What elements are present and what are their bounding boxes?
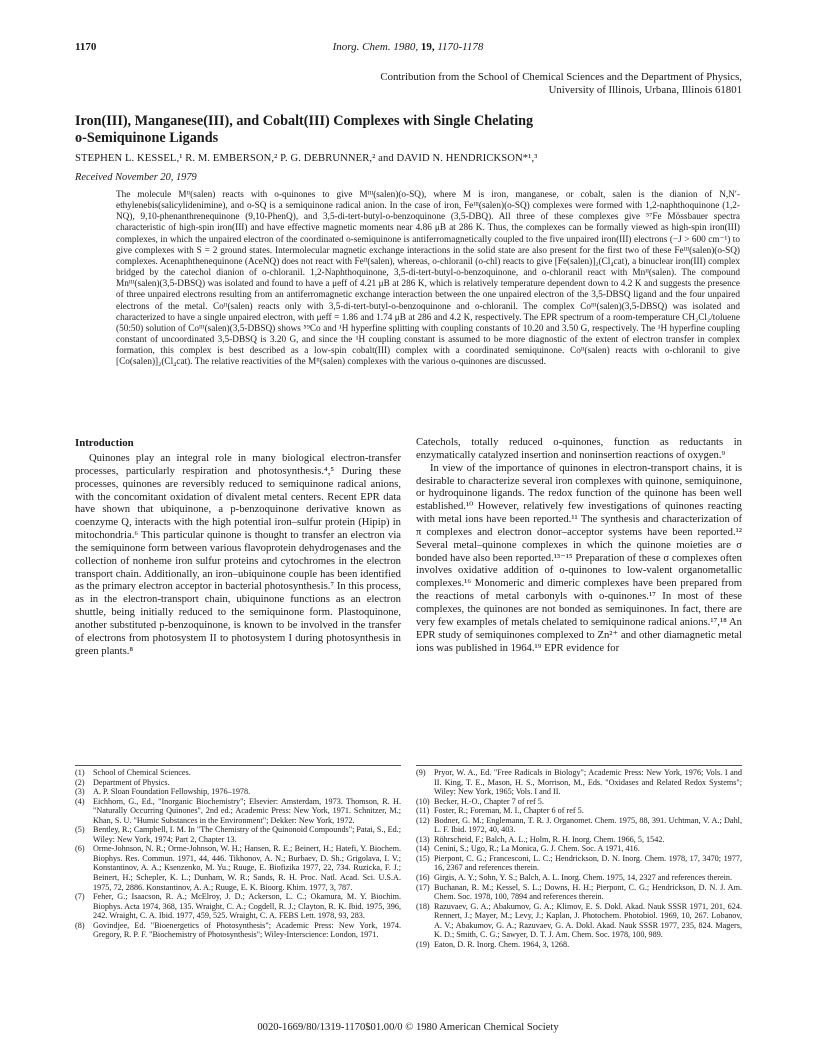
footnote-divider-right [416, 765, 742, 766]
footnote-number: (10) [416, 796, 430, 806]
footnote-text: Department of Physics. [93, 777, 170, 787]
contribution-note [222, 71, 742, 97]
footnote-text: Foster, R.; Foreman, M. I., Chapter 6 of ref 5. [434, 806, 584, 816]
intro-paragraph-1: Quinones play an integral role in many biological electron-transfer processes, particularly respiration and photosynthesis.⁴,⁵ During these processes, quinones are reversibly reduced to semiquinone radical anions, with the concomitant oxidation of divalent metal centers. Recent EPR data have shown that ubiquinone, a p-benzoquinone derivative known as coenzyme Q, interacts with the high potential iron–sulfur protein (Hipip) in mitochondria.⁶ This particular quinone is thought to transfer an electron via the semiquinone form between various flavoprotein dehydrogenases and the collection of nonheme iron sulfur proteins and cytochromes in the electron transport chain. Additionally, an iron–ubiquinone couple has been identified as the primary electron acceptor in bacterial photosynthesis.⁷ In this process, as in the electron-transport chain, ubiquinone functions as an electron shuttle, being initially reduced to the semiquinone form. Plastoquinone, another substituted p-benzoquinone, is known to be involved in the transfer of electrons from photosystem II to photosystem I during photosynthesis in green plants.⁸ [75, 453, 401, 657]
footnote-text: Feher, G.; Isaacson, R. A.; McElroy, J. D.; Ackerson, L. C.; Okamura, M. Y. Biochim. Biophys. Acta 1974, 368, 135. Wraight, C. A.; Cogdell, R. J.; Clayton, R. K. Ibid. 1975, 396, 242. Wraight, C. A. Ibid. 1977, 459, 525. Wraight, C. A. FEBS Lett. 1978, 93, 283. [93, 892, 401, 921]
footnote [75, 787, 401, 797]
footnote [416, 806, 742, 816]
footnote-number: (16) [416, 873, 430, 883]
footnote-text: Bentley, R.; Campbell, I. M. In "The Chemistry of the Quinonoid Compounds"; Patai, S., Ed.; Wiley: New York, 1974; Part 2, Chapter 13. [93, 825, 401, 844]
footnote [416, 902, 742, 940]
footnote [75, 797, 401, 826]
intro-paragraph-2: Catechols, totally reduced o-quinones, function as reductants in enzymatically catalyzed insertion and noninsertion reactions of oxygen.⁹ [416, 437, 742, 461]
journal-reference [75, 41, 741, 53]
page-number: 1170 [75, 41, 97, 53]
footnote [416, 940, 742, 950]
footnote-text: A. P. Sloan Foundation Fellowship, 1976–1978. [93, 787, 251, 797]
journal-pages: 1170-1178 [437, 41, 484, 53]
footnote-text: School of Chemical Sciences. [93, 768, 191, 777]
running-head [75, 41, 741, 55]
footnote-text: Cenini, S.; Ugo, R.; La Monica, G. J. Chem. Soc. A 1971, 416. [434, 844, 640, 854]
received-date: Received November 20, 1979 [75, 172, 197, 183]
section-heading-introduction: Introduction [75, 437, 134, 449]
footnote-text: Girgis, A. Y.; Sohn, Y. S.; Balch, A. L. Inorg. Chem. 1975, 14, 2327 and references therein. [434, 873, 733, 883]
footnote-number: (2) [75, 777, 85, 787]
footnote-number: (1) [75, 768, 85, 777]
footnote [416, 816, 742, 835]
footnote-text: Bodner, G. M.; Englemann, T. R. J. Organomet. Chem. 1975, 88, 391. Uchtman, V. A.; Dahl, L. F. Ibid. 1972, 40, 403. [434, 815, 742, 835]
contribution-line-1: Contribution from the School of Chemical Sciences and the Department of Physics, [380, 71, 742, 83]
footnote-text: Razuvaev, G. A.; Abakumov, G. A.; Klimov, E. S. Dokl. Akad. Nauk SSSR 1971, 201, 624. Rennert, J.; Mayer, M.; Levy, J.; Kaplan, J. Photochem. Photobiol. 1969, 10, 267. Lobanov, A. V.; Abakumov, G. A.; Razuvaev, G. A. Dokl. Akad. Nauk SSSR 1977, 235, 824. Magers, K. D.; Smith, C. G.; Sawyer, D. T. J. Am. Chem. Soc. 1978, 100, 989. [434, 901, 742, 940]
title-line-2: o-Semiquinone Ligands [75, 130, 219, 146]
footnote-number: (12) [416, 815, 430, 825]
body-column-left [75, 453, 401, 659]
footnote-text: Govindjee, Ed. "Bioenergetics of Photosynthesis"; Academic Press: New York, 1974. Gregory, R. P. F. "Biochemistry of Photosynthesis"; Wiley-Interscience: London, 1971. [93, 920, 401, 940]
copyright-footer: 0020-1669/80/1319-1170$01.00/0 © 1980 American Chemical Society [257, 1022, 559, 1033]
title-line-1: Iron(III), Manganese(III), and Cobalt(III) Complexes with Single Chelating [75, 113, 534, 129]
author-list: STEPHEN L. KESSEL,¹ R. M. EMBERSON,² P. G. DEBRUNNER,² and DAVID N. HENDRICKSON*¹,³ [75, 153, 538, 164]
footnote [75, 892, 401, 921]
footnote-text: Röhrscheid, F.; Balch, A. L.; Holm, R. H. Inorg. Chem. 1966, 5, 1542. [434, 834, 665, 844]
footnote [416, 797, 742, 807]
footnote-number: (3) [75, 787, 85, 797]
footnote [416, 835, 742, 845]
footnote-number: (8) [75, 920, 85, 930]
footnote-text: Orme-Johnson, N. R.; Orme-Johnson, W. H.; Hansen, R. E.; Beinert, H.; Hatefi, Y. Biochem. Biophys. Res. Commun. 1971, 44, 446. Tikhonov, A. N.; Burbaev, D. Sh.; Grigolava, I. V.; Konstantinov, A. A.; Ksenzenko, M. Yu.; Ruuge, E. Biofizika 1977, 22, 734. Ruzicka, F. J.; Beinert, H.; Schepler, K. L.; Dunham, W. R.; Sands, R. H. Proc. Natl. Acad. Sci. U.S.A. 1975, 72, 2886. Konstantinov, A. A.; Ruuge, E. K. Bioorg. Khim. 1977, 3, 787. [93, 844, 401, 892]
footnote [75, 844, 401, 892]
footnotes-right [416, 768, 742, 949]
intro-paragraph-3: In view of the importance of quinones in electron-transport chains, it is desirable to characterize several iron complexes with quinone, semiquinone, or hydroquinone ligands. The redox function of the quinone has been well established.¹⁰ However, relatively few investigations of quinones reacting with metal ions have been reported.¹¹ The synthesis and characterization of π complexes and electron donor–acceptor systems have been reported.¹² Several metal–quinone complexes in which the quinone moieties are σ bonded have also been reported.¹³⁻¹⁵ Preparation of these σ complexes often involves oxidative addition of o-quinones to low-valent organometallic complexes.¹⁶ Monomeric and dimeric complexes have been prepared from the reactions of metal carbonyls with o-quinones.¹⁷ In most of these complexes, the quinones are not bonded as semiquinones. In fact, there are very few examples of metals chelated to semiquinone radical anions.¹⁷,¹⁸ An EPR study of semiquinones complexed to Zn²⁺ and other diamagnetic metal ions was published in 1964.¹⁹ EPR evidence for [416, 462, 742, 654]
footnote-text: Buchanan, R. M.; Kessel, S. L.; Downs, H. H.; Pierpont, C. G.; Hendrickson, D. N. J. Am. Chem. Soc. 1978, 100, 7894 and references therein. [434, 882, 742, 902]
footnote-number: (15) [416, 853, 430, 863]
footnote-text: Eaton, D. R. Inorg. Chem. 1964, 3, 1268. [434, 939, 570, 949]
footnote [416, 854, 742, 873]
footnote-number: (13) [416, 834, 430, 844]
footnote [75, 921, 401, 940]
footnote-number: (11) [416, 806, 430, 816]
footnotes-left [75, 768, 401, 940]
footnote [416, 768, 742, 797]
footnote-text: Eichhorn, G., Ed., "Inorganic Biochemistry"; Elsevier: Amsterdam, 1973. Thomson, R. H. "Naturally Occurring Quinones", 2nd ed.; Academic Press: New York, 1971. Schnitzer, M.; Khan, S. U. "Humic Substances in the Environment"; Dekker: New York, 1972. [93, 796, 401, 825]
contribution-line-2: University of Illinois, Urbana, Illinois 61801 [548, 84, 742, 96]
footnote-number: (9) [416, 768, 426, 777]
footnote-number: (14) [416, 844, 430, 854]
footnote-number: (7) [75, 892, 85, 902]
footnote-number: (6) [75, 844, 85, 854]
footnote-divider-left [75, 765, 401, 766]
footnote [75, 768, 401, 778]
footnote-number: (17) [416, 882, 430, 892]
body-column-right [416, 437, 742, 655]
footnote [416, 873, 742, 883]
footnote-number: (19) [416, 939, 430, 949]
abstract: The molecule Mᴵᴵ(salen) reacts with o-quinones to give Mᴵᴵᴵ(salen)(o-SQ), where M is iron, manganese, or cobalt, salen is the dianion of N,N′-ethylenebis(salicylidenimine), and o-SQ is a semiquinone radical anion. In the case of iron, Feᴵᴵᴵ(salen)(o-SQ) complexes were formed with 1,2-naphthoquinone (1,2-NQ), 9,10-phenanthrenequinone (9,10-PhenQ), and 3,5-di-tert-butyl-o-benzoquinone (3,5-DBQ). All three of these complexes give ⁵⁷Fe Mössbauer spectra characteristic of high-spin iron(III) and have effective magnetic moments near 4.86 μB at 286 K. Thus, the complexes can be formally viewed as high-spin iron(III) complexes, in which the unpaired electron of the coordinated o-semiquinone is antiferromagnetically coupled to the five unpaired iron(III) electrons (−J > 600 cm⁻¹) to give complexes with S = 2 ground states. Intermolecular magnetic exchange interactions in the solid state are also present for the first two of these Feᴵᴵᴵ(salen)(o-SQ) complexes. Acenaphthenequinone (AceNQ) does not react with Feᴵᴵ(salen), whereas, o-chloranil (o-chl) reacts to give [Fe(salen)]₂(Cl₄cat), a binuclear iron(III) complex bridged by the catechol dianion of o-chloranil. 1,2-Naphthoquinone, 3,5-di-tert-butyl-o-benzoquinone, and o-chloranil react with Mnᴵᴵ(salen). The compound Mnᴵᴵᴵ(salen)(3,5-DBSQ) was isolated and found to have a μeff of 4.21 μB at 286 K, which is relatively temperature dependent down to 4.2 K and suggests the presence of three unpaired electrons resulting from an antiferromagnetic exchange interaction between the one unpaired electron of the 3,5-DBSQ ligand and the four unpaired electrons of the metal. Coᴵᴵ(salen) reacts only with 3,5-di-tert-butyl-o-benzoquinone and o-chloranil. The complex Coᴵᴵᴵ(salen)(3,5-DBSQ) was isolated and characterized to have a single unpaired electron, with μeff = 1.86 and 1.74 μB at 286 and 4.2 K, respectively. The EPR spectrum of a room-temperature CH₂Cl₂/toluene (50:50) solution of Coᴵᴵᴵ(salen)(3,5-DBSQ) shows ⁵⁹Co and ¹H hyperfine splitting with coupling constants of 10.20 and 3.50 G, respectively. The ¹H hyperfine coupling constant of uncoordinated 3,5-DBSQ is 3.20 G, and since the ¹H coupling constant is assumed to be more diagnostic of the extent of electron transfer in complex formation, this complex is best described as a low-spin cobalt(III) complex with a coordinated semiquinone. Coᴵᴵ(salen) reacts with o-chloranil to give [Co(salen)]₂(Cl₄cat). The relative reactivities of the Mᴵᴵ(salen) complexes with the various o-quinones are discussed. [116, 190, 740, 368]
footnote [75, 778, 401, 788]
footnote [75, 825, 401, 844]
footnote-text: Becker, H.-O., Chapter 7 of ref 5. [434, 796, 544, 806]
journal-name: Inorg. Chem. [332, 41, 391, 53]
footnote [416, 844, 742, 854]
footnote-number: (18) [416, 901, 430, 911]
footnote-text: Pryor, W. A., Ed. "Free Radicals in Biology"; Academic Press: New York, 1976; Vols. I and II. King, T. E., Mason, H. S., Morrison, M., Eds. "Oxidases and Related Redox Systems"; Wiley: New York, 1965; Vols. I and II. [434, 768, 742, 797]
journal-volume: 19, [420, 41, 435, 53]
footnote-text: Pierpont, C. G.; Francesconi, L. C.; Hendrickson, D. N. Inorg. Chem. 1978, 17, 3470; 1977, 16, 2367 and references therein. [434, 853, 742, 873]
footnote [416, 883, 742, 902]
footnote-number: (4) [75, 796, 85, 806]
article-title [75, 113, 735, 147]
footnote-number: (5) [75, 825, 85, 835]
journal-year: 1980, [393, 41, 419, 53]
